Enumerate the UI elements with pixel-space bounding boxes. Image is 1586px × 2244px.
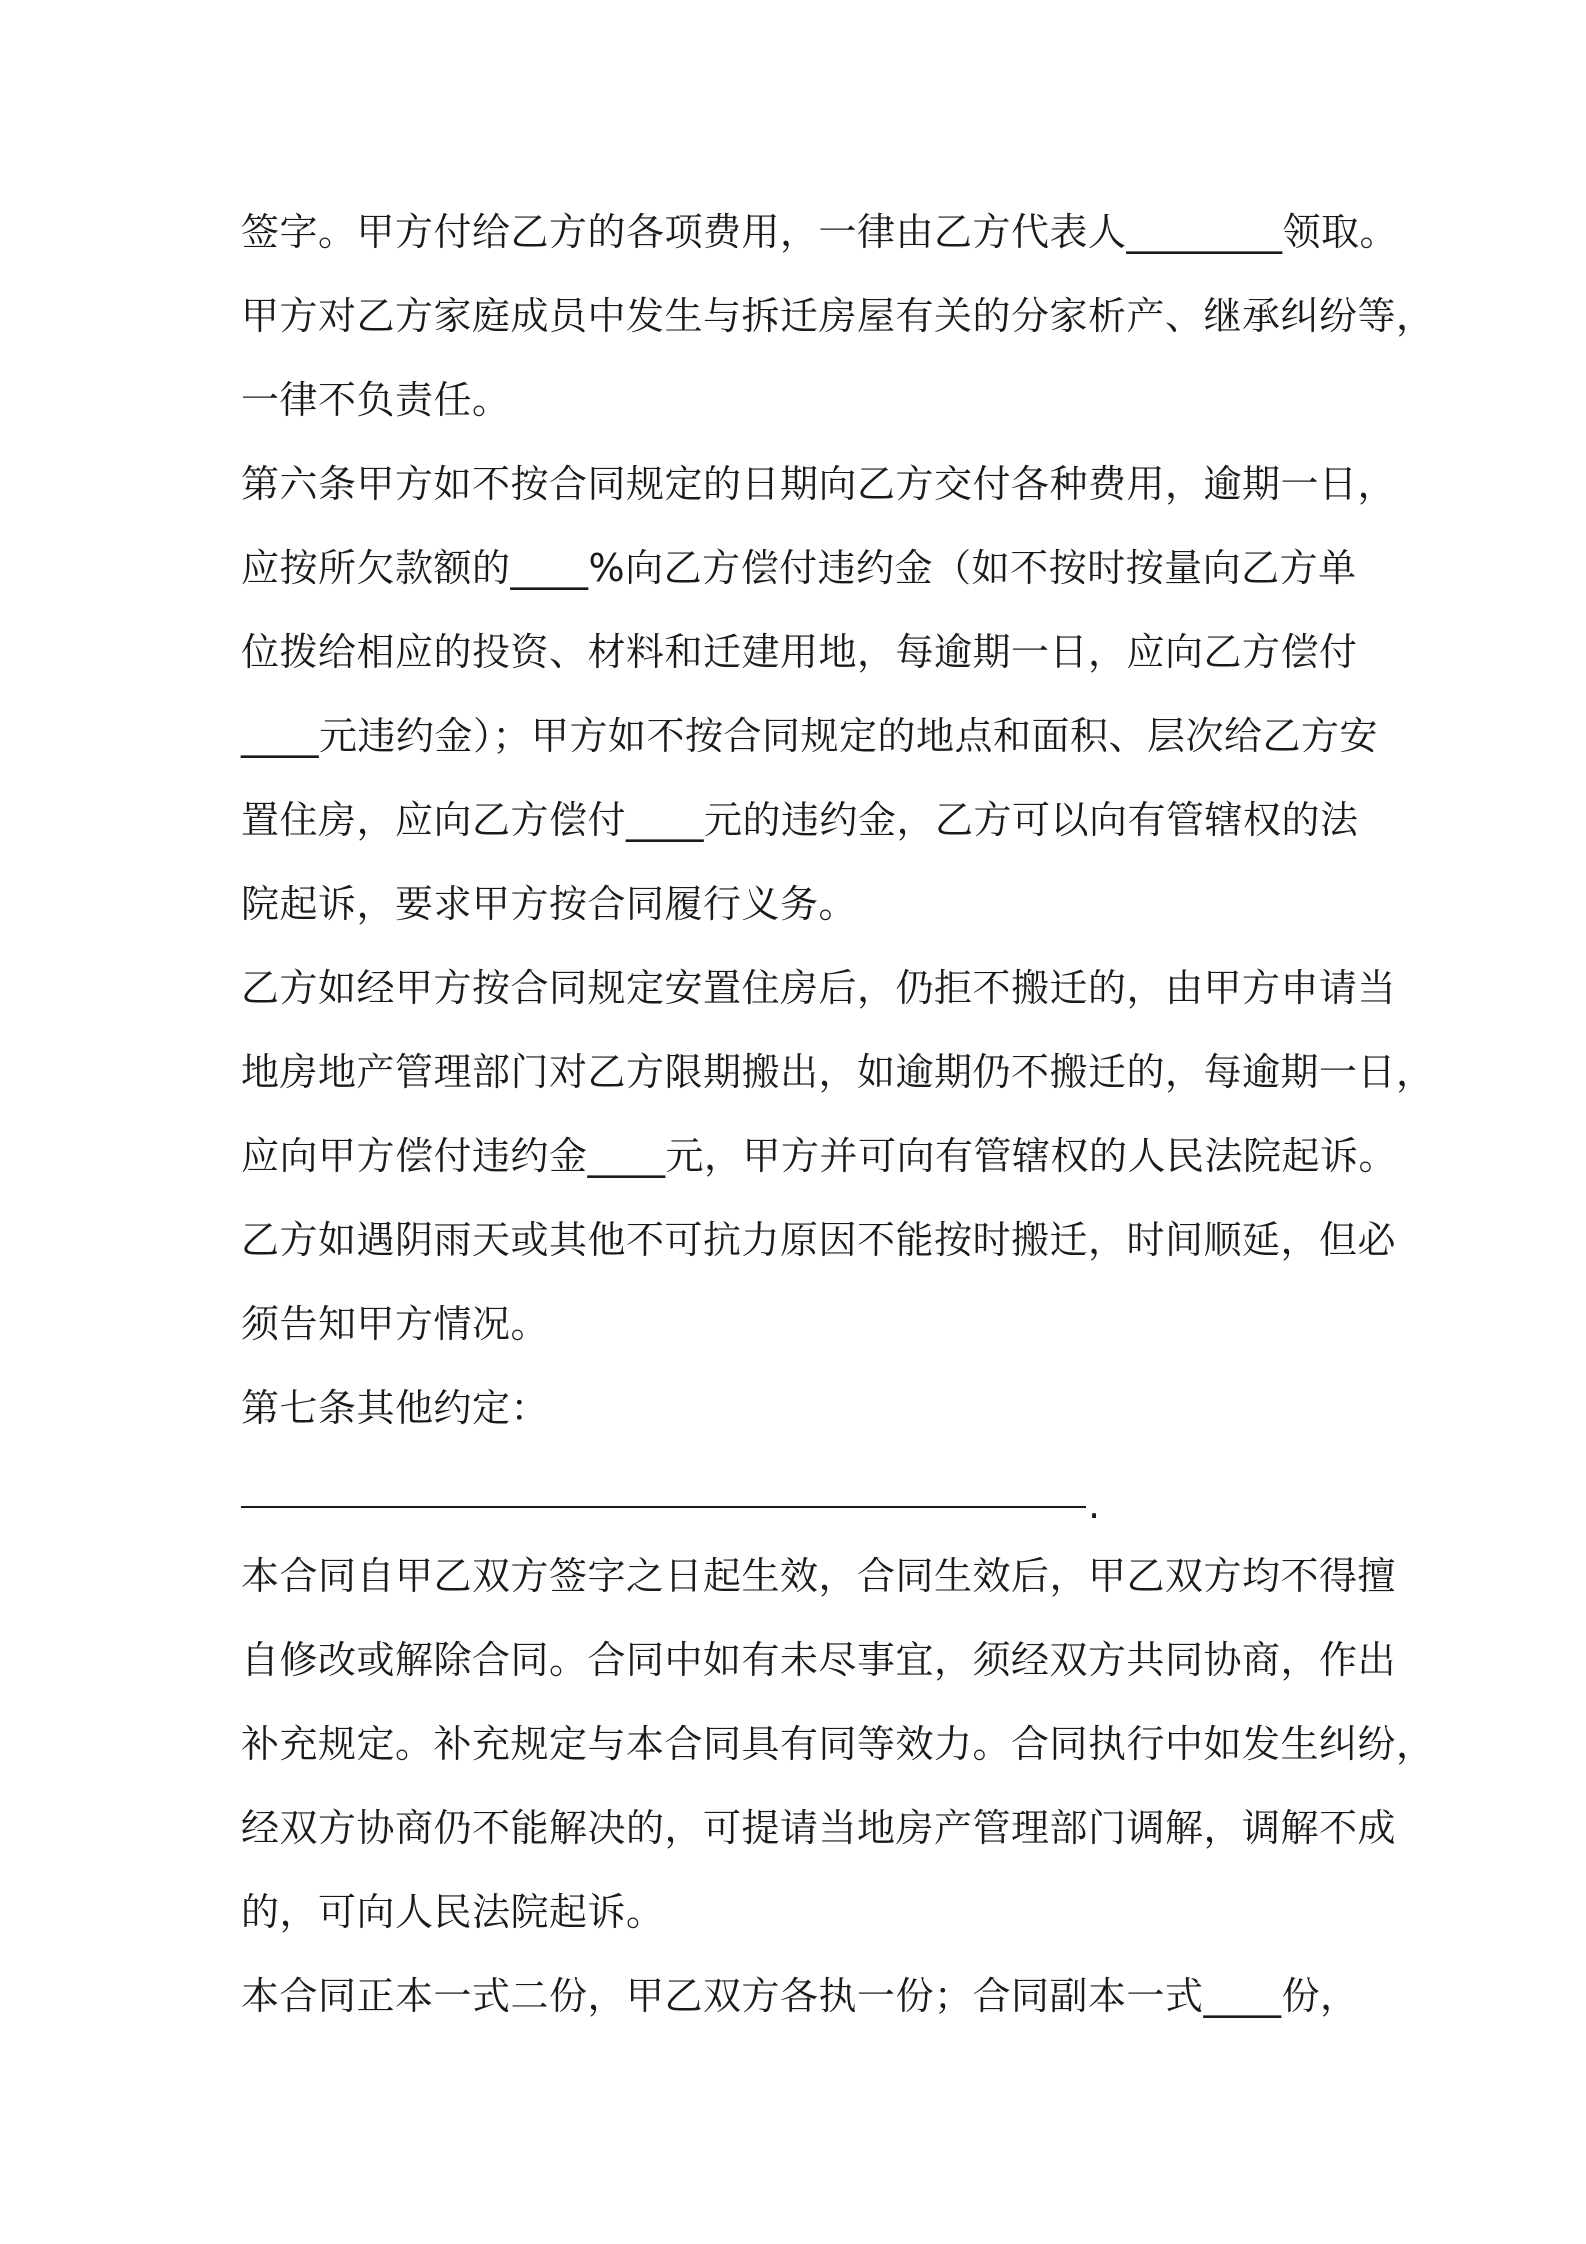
text-line: 应向甲方偿付违约金____元，甲方并可向有管辖权的人民法院起诉。 <box>241 1134 1398 1178</box>
text-line: 自修改或解除合同。合同中如有未尽事宜，须经双方共同协商，作出 <box>241 1638 1397 1682</box>
text-line: 本合同正本一式二份，甲乙双方各执一份；合同副本一式____份， <box>241 1974 1359 2018</box>
blank-underline <box>241 1506 1086 1508</box>
text-line: ____元违约金）；甲方如不按合同规定的地点和面积、层次给乙方安 <box>241 714 1379 758</box>
text-line: 地房地产管理部门对乙方限期搬出，如逾期仍不搬迁的，每逾期一日， <box>241 1050 1435 1094</box>
text-line: 应按所欠款额的____%向乙方偿付违约金（如不按时按量向乙方单 <box>241 546 1357 590</box>
document-body <box>241 190 1435 2038</box>
blank-line-period: . <box>1088 1482 1101 1527</box>
text-line: 经双方协商仍不能解决的，可提请当地房产管理部门调解，调解不成 <box>241 1806 1397 1850</box>
blank-fill-line <box>241 1450 1371 1534</box>
text-line: 须告知甲方情况。 <box>241 1302 550 1346</box>
text-line: 乙方如经甲方按合同规定安置住房后，仍拒不搬迁的，由甲方申请当 <box>241 966 1397 1010</box>
text-line: 院起诉，要求甲方按合同履行义务。 <box>241 882 858 926</box>
text-line: 签字。甲方付给乙方的各项费用，一律由乙方代表人________领取。 <box>241 210 1399 254</box>
text-line: 甲方对乙方家庭成员中发生与拆迁房屋有关的分家析产、继承纠纷等， <box>241 294 1435 338</box>
text-line: 补充规定。补充规定与本合同具有同等效力。合同执行中如发生纠纷， <box>241 1722 1435 1766</box>
text-line: 本合同自甲乙双方签字之日起生效，合同生效后，甲乙双方均不得擅 <box>241 1554 1397 1598</box>
text-line: 位拨给相应的投资、材料和迁建用地，每逾期一日，应向乙方偿付 <box>241 630 1358 674</box>
text-line: 置住房，应向乙方偿付____元的违约金，乙方可以向有管辖权的法 <box>241 798 1359 842</box>
text-line: 第七条其他约定： <box>241 1386 550 1430</box>
text-line: 第六条甲方如不按合同规定的日期向乙方交付各种费用，逾期一日， <box>241 462 1397 506</box>
text-line: 一律不负责任。 <box>241 378 511 422</box>
text-line: 乙方如遇阴雨天或其他不可抗力原因不能按时搬迁，时间顺延，但必 <box>241 1218 1397 1262</box>
text-line: 的，可向人民法院起诉。 <box>241 1890 665 1934</box>
